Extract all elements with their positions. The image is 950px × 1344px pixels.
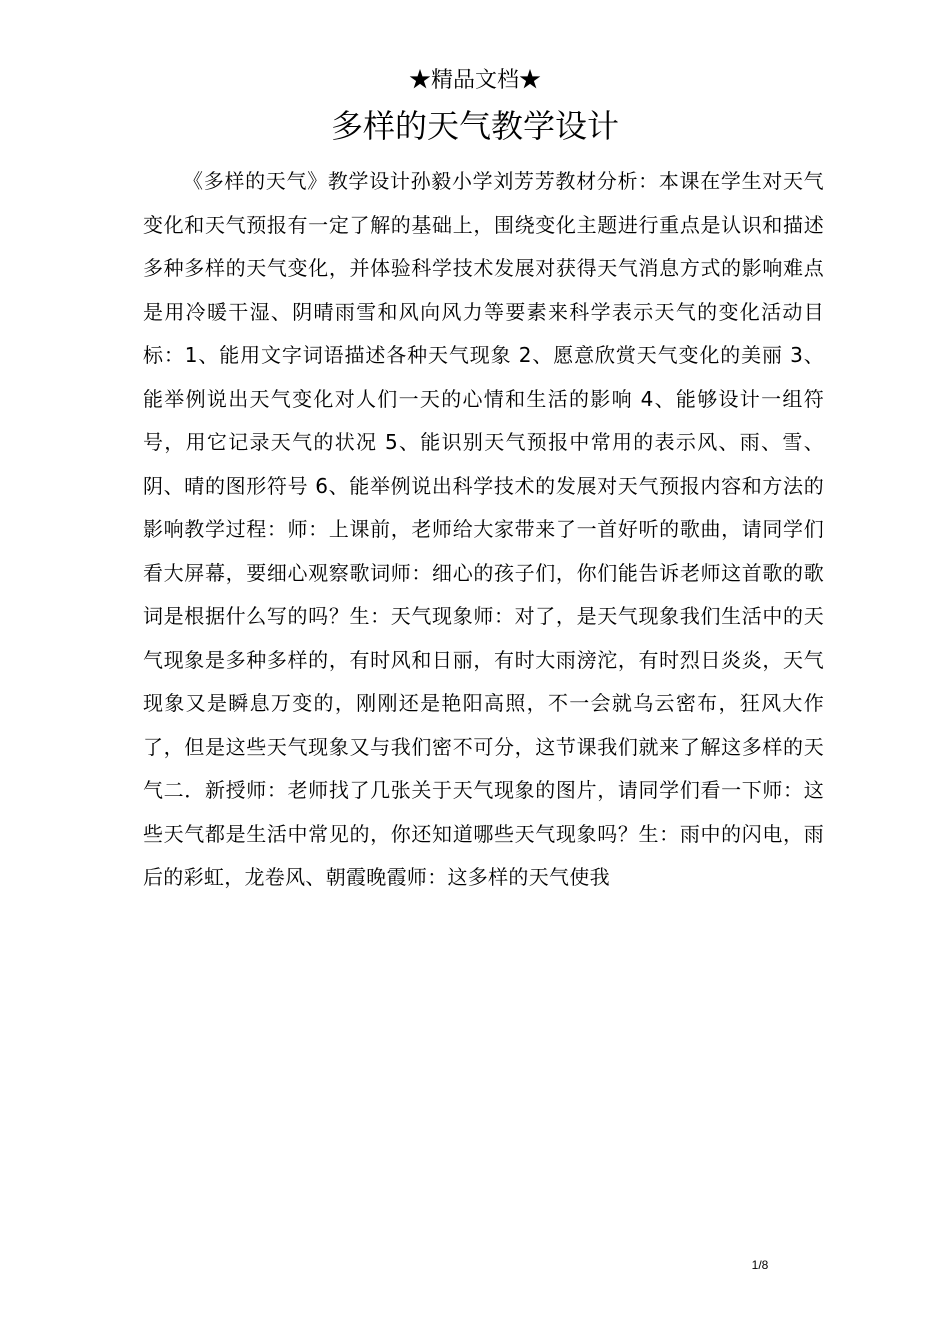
body-paragraph: 《多样的天气》教学设计孙毅小学刘芳芳教材分析：本课在学生对天气变化和天气预报有一定了解的基础上，围绕变化主题进行重点是认识和描述多种多样的天气变化，并体验科学技术发展对获得天气消息方式的影响难点是用冷暖干湿、阴晴雨雪和风向风力等要素来科学表示天气的变化活动目标：1、能用文字词语描述各种天气现象 2、愿意欣赏天气变化的美丽 3、能举例说出天气变化对人们一天的心情和生活的影响 4、能够设计一组符号，用它记录天气的状况 5、能识别天气预报中常用的表示风、雨、雪、阴、晴的图形符号 6、能举例说出科学技术的发展对天气预报内容和方法的影响教学过程：师：上课前，老师给大家带来了一首好听的歌曲，请同学们看大屏幕，要细心观察歌词师：细心的孩子们，你们能告诉老师这首歌的歌词是根据什么写的吗？生：天气现象师：对了，是天气现象我们生活中的天气现象是多种多样的，有时风和日丽，有时大雨滂沱，有时烈日炎炎，天气现象又是瞬息万变的，刚刚还是艳阳高照，不一会就乌云密布，狂风大作了，但是这些天气现象又与我们密不可分，这节课我们就来了解这多样的天气二．新授师：老师找了几张关于天气现象的图片，请同学们看一下师：这些天气都是生活中常见的，你还知道哪些天气现象吗？生：雨中的闪电，雨后的彩虹，龙卷风、朝霞晚霞师：这多样的天气使我 xyxy=(143,169,824,889)
document-title: 多样的天气教学设计 xyxy=(330,107,619,145)
page-number: 1/8 xyxy=(751,1258,769,1272)
header-mark: ★精品文档★ xyxy=(408,68,541,93)
